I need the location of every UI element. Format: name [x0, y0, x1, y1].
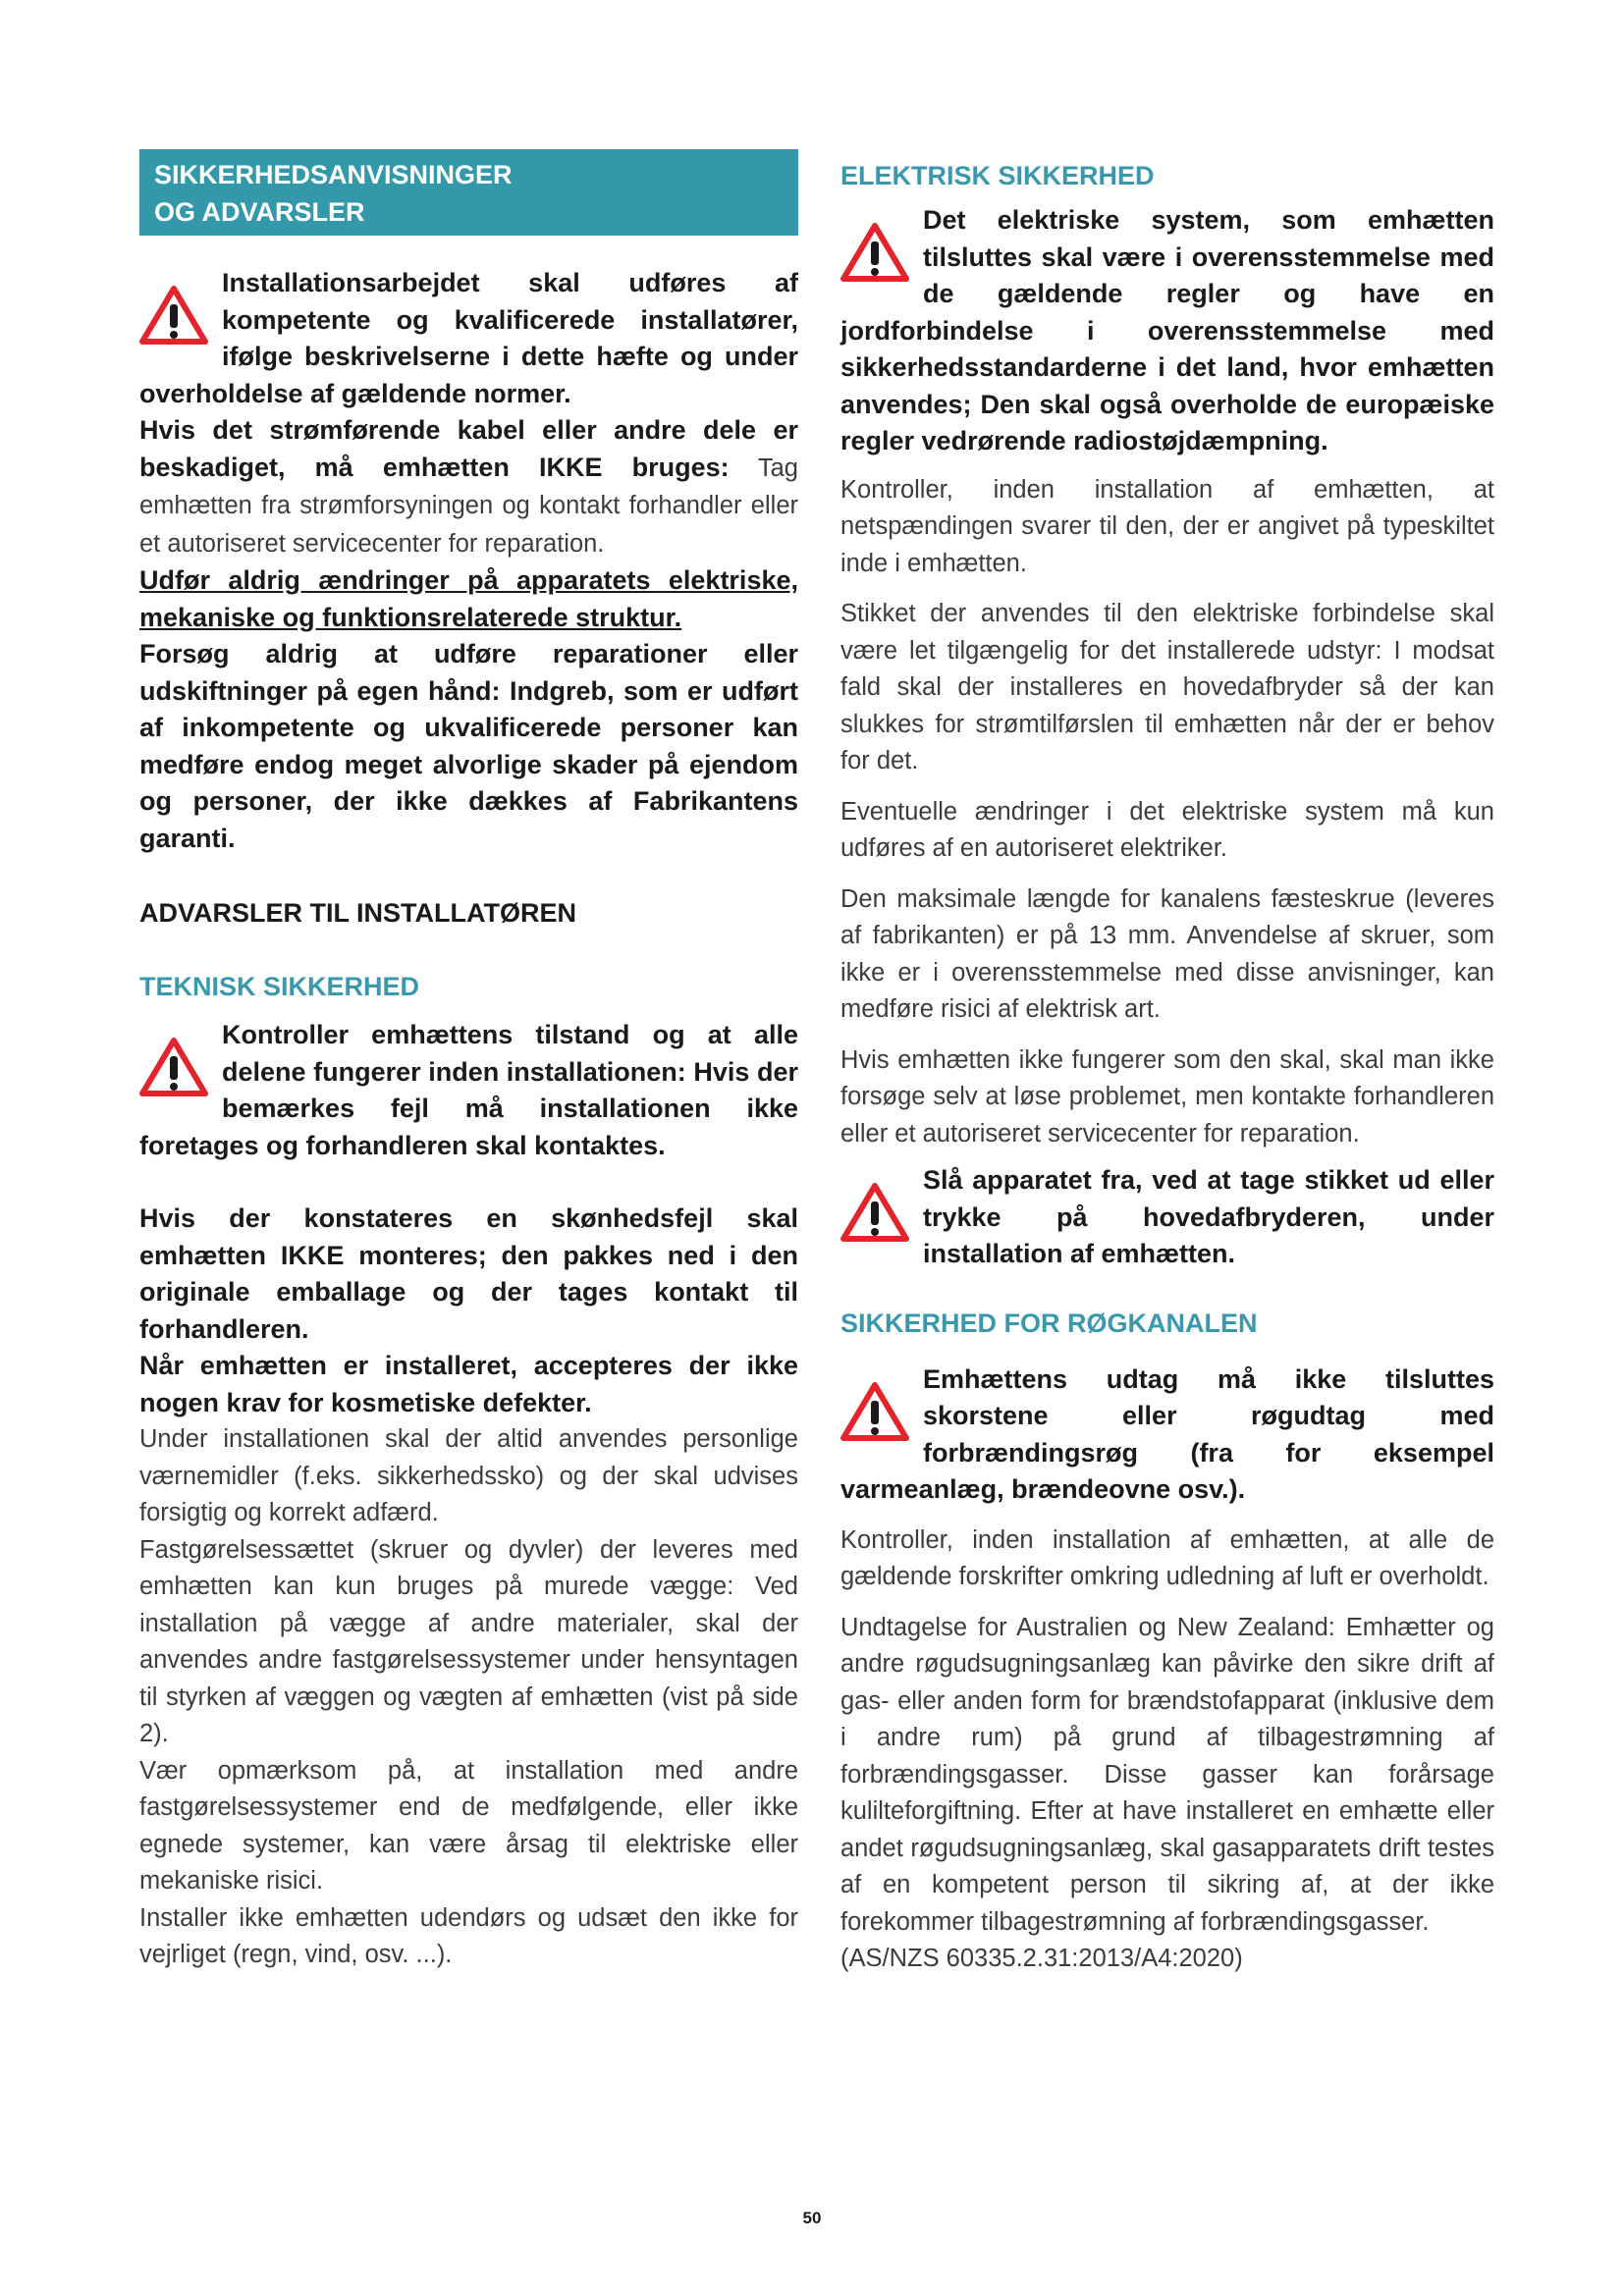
- fixing-kit-text: Fastgørelsessættet (skruer og dyvler) der leveres med emhætten kan kun bruges på murede vægge: Ved installation på vægge af andre materialer, skal der anvendes andre fastgørelsessystemer under hensyntagen til styrken af væggen og vægten af emhætten (vist på side 2).: [139, 1535, 798, 1747]
- warning-triangle-icon: [139, 1037, 208, 1097]
- warning-electrical-system-text: Det elektriske system, som emhætten tilsluttes skal være i overensstemmelse med de gældende regler og have en jordforbindelse i overensstemmelse med sikkerhedsstandarderne i det land, hvor emhætten anvendes; Den skal også overholde de europæiske regler vedrørende radiostøjdæmpning.: [840, 205, 1494, 455]
- no-repairs-text: Forsøg aldrig at udføre reparationer eller udskiftninger på egen hånd: Indgreb, som er udført af inkompetente og ukvalificerede personer kan medføre endog meget alvorlige skader på ejendom og personer, der ikke dækkes af Fabrikantens garanti.: [139, 639, 798, 853]
- left-column: [139, 149, 798, 1974]
- other-fixing-systems-text: Vær opmærksom på, at installation med andre fastgørelsessystemer end de medfølgende, eller ikke egnede systemer, kan være årsag til elektriske eller mekaniske risici.: [139, 1756, 798, 1895]
- air-discharge-regulations-text: Kontroller, inden installation af emhætten, at alle de gældende forskrifter omkring udledning af luft er overholdt.: [840, 1525, 1494, 1590]
- warning-electrical-system: [840, 202, 1494, 460]
- electrical-safety-heading: ELEKTRISK SIKKERHED: [840, 161, 1155, 190]
- malfunction-text: Hvis emhætten ikke fungerer som den skal, skal man ikke forsøge selv at løse problemet, men kontakte forhandleren eller et autoriseret servicecenter for reparation.: [840, 1045, 1494, 1148]
- authorized-electrician-text: Eventuelle ændringer i det elektriske system må kun udføres af en autoriseret elektriker.: [840, 797, 1494, 862]
- warning-disconnect: [840, 1162, 1494, 1273]
- technical-safety-heading: TEKNISK SIKKERHED: [139, 972, 420, 1001]
- banner-line-2: OG ADVARSLER: [154, 197, 365, 227]
- flue-safety-heading: SIKKERHED FOR RØGKANALEN: [840, 1308, 1258, 1338]
- australia-exception-text: Undtagelse for Australien og New Zealand: Emhætter og andre røgudsugningsanlæg kan påvirke den sikre drift af gas- eller anden form for brændstofapparat (inklusive dem i andre rum) på grund af tilbagestrømning af forbrændingsgasser. Disse gasser kan forårsage kulilteforgiftning. Efter at have installeret en emhætte eller andet røgudsugningsanlæg, skal gasapparatets drift testes af en kompetent person til sikring af, at der ikke forekommer tilbagestrømning af forbrændingsgasser.: [840, 1613, 1494, 1936]
- warning-chimney: [840, 1362, 1494, 1509]
- section-banner: [139, 149, 798, 236]
- outdoor-warning-text: Installer ikke emhætten udendørs og udsæt den ikke for vejrliget (regn, vind, osv. ...).: [139, 1903, 798, 1968]
- banner-line-1: SIKKERHEDSANVISNINGER: [154, 160, 513, 189]
- warning-triangle-icon: [840, 1381, 909, 1442]
- warning-condition: [139, 1017, 798, 1164]
- protective-equipment-text: Under installationen skal der altid anvendes personlige værnemidler (f.eks. sikkerhedssko) og der skal udvises forsigtig og korrekt adfærd.: [139, 1425, 798, 1526]
- right-column: [840, 149, 1494, 1978]
- screw-length-text: Den maksimale længde for kanalens fæsteskrue (leveres af fabrikanten) er på 13 mm. Anvendelse af skruer, som ikke er i overensstemmelse med disse anvisninger, kan medføre risici af elektrisk art.: [840, 884, 1494, 1023]
- standard-reference-text: (AS/NZS 60335.2.31:2013/A4:2020): [840, 1945, 1243, 1972]
- warning-triangle-icon: [840, 1182, 909, 1243]
- cable-damage-light: Tag emhætten fra strømforsyningen og kontakt forhandler eller et autoriseret servicecenter for reparation.: [139, 454, 798, 558]
- warning-chimney-text: Emhættens udtag må ikke tilsluttes skorstene eller røgudtag med forbrændingsrøg (fra for eksempel varmeanlæg, brændeovne osv.).: [840, 1363, 1494, 1504]
- warning-disconnect-text: Slå apparatet fra, ved at tage stikket ud eller trykke på hovedafbryderen, under installation af emhætten.: [923, 1165, 1494, 1268]
- warning-installation-text: Installationsarbejdet skal udføres af kompetente og kvalificerede installatører, ifølge beskrivelserne i dette hæfte og under overholdelse af gældende normer.: [139, 268, 798, 408]
- cosmetic-defect-text: Hvis der konstateres en skønhedsfejl skal emhætten IKKE monteres; den pakkes ned i den originale emballage og der tages kontakt til forhandleren.: [139, 1203, 798, 1344]
- cosmetic-claims-text: Når emhætten er installeret, accepteres der ikke nogen krav for kosmetiske defekter.: [139, 1351, 798, 1417]
- warning-triangle-icon: [139, 285, 208, 346]
- warning-condition-text: Kontroller emhættens tilstand og at alle delene fungerer inden installationen: Hvis der bemærkes fejl må installationen ikke foretages og forhandleren skal kontaktes.: [139, 1020, 798, 1160]
- page-number: 50: [802, 2209, 822, 2227]
- no-modifications-text: Udfør aldrig ændringer på apparatets elektriske, mekaniske og funktionsrelaterede struktur.: [139, 565, 798, 632]
- warning-installation: [139, 265, 798, 412]
- installer-warnings-heading: ADVARSLER TIL INSTALLATØREN: [139, 898, 576, 928]
- plug-access-text: Stikket der anvendes til den elektriske forbindelse skal være let tilgængelig for det installerede udstyr: I modsat fald skal der installeres en hovedafbryder så der kan slukkes for strømtilførslen til emhætten når der er behov for det.: [840, 600, 1494, 774]
- voltage-check-text: Kontroller, inden installation af emhætten, at netspændingen svarer til den, der er angivet på typeskiltet inde i emhætten.: [840, 475, 1494, 577]
- cable-damage-paragraph: [139, 412, 798, 562]
- warning-triangle-icon: [840, 222, 909, 283]
- cable-damage-bold: Hvis det strømførende kabel eller andre dele er beskadiget, må emhætten IKKE bruges:: [139, 415, 798, 482]
